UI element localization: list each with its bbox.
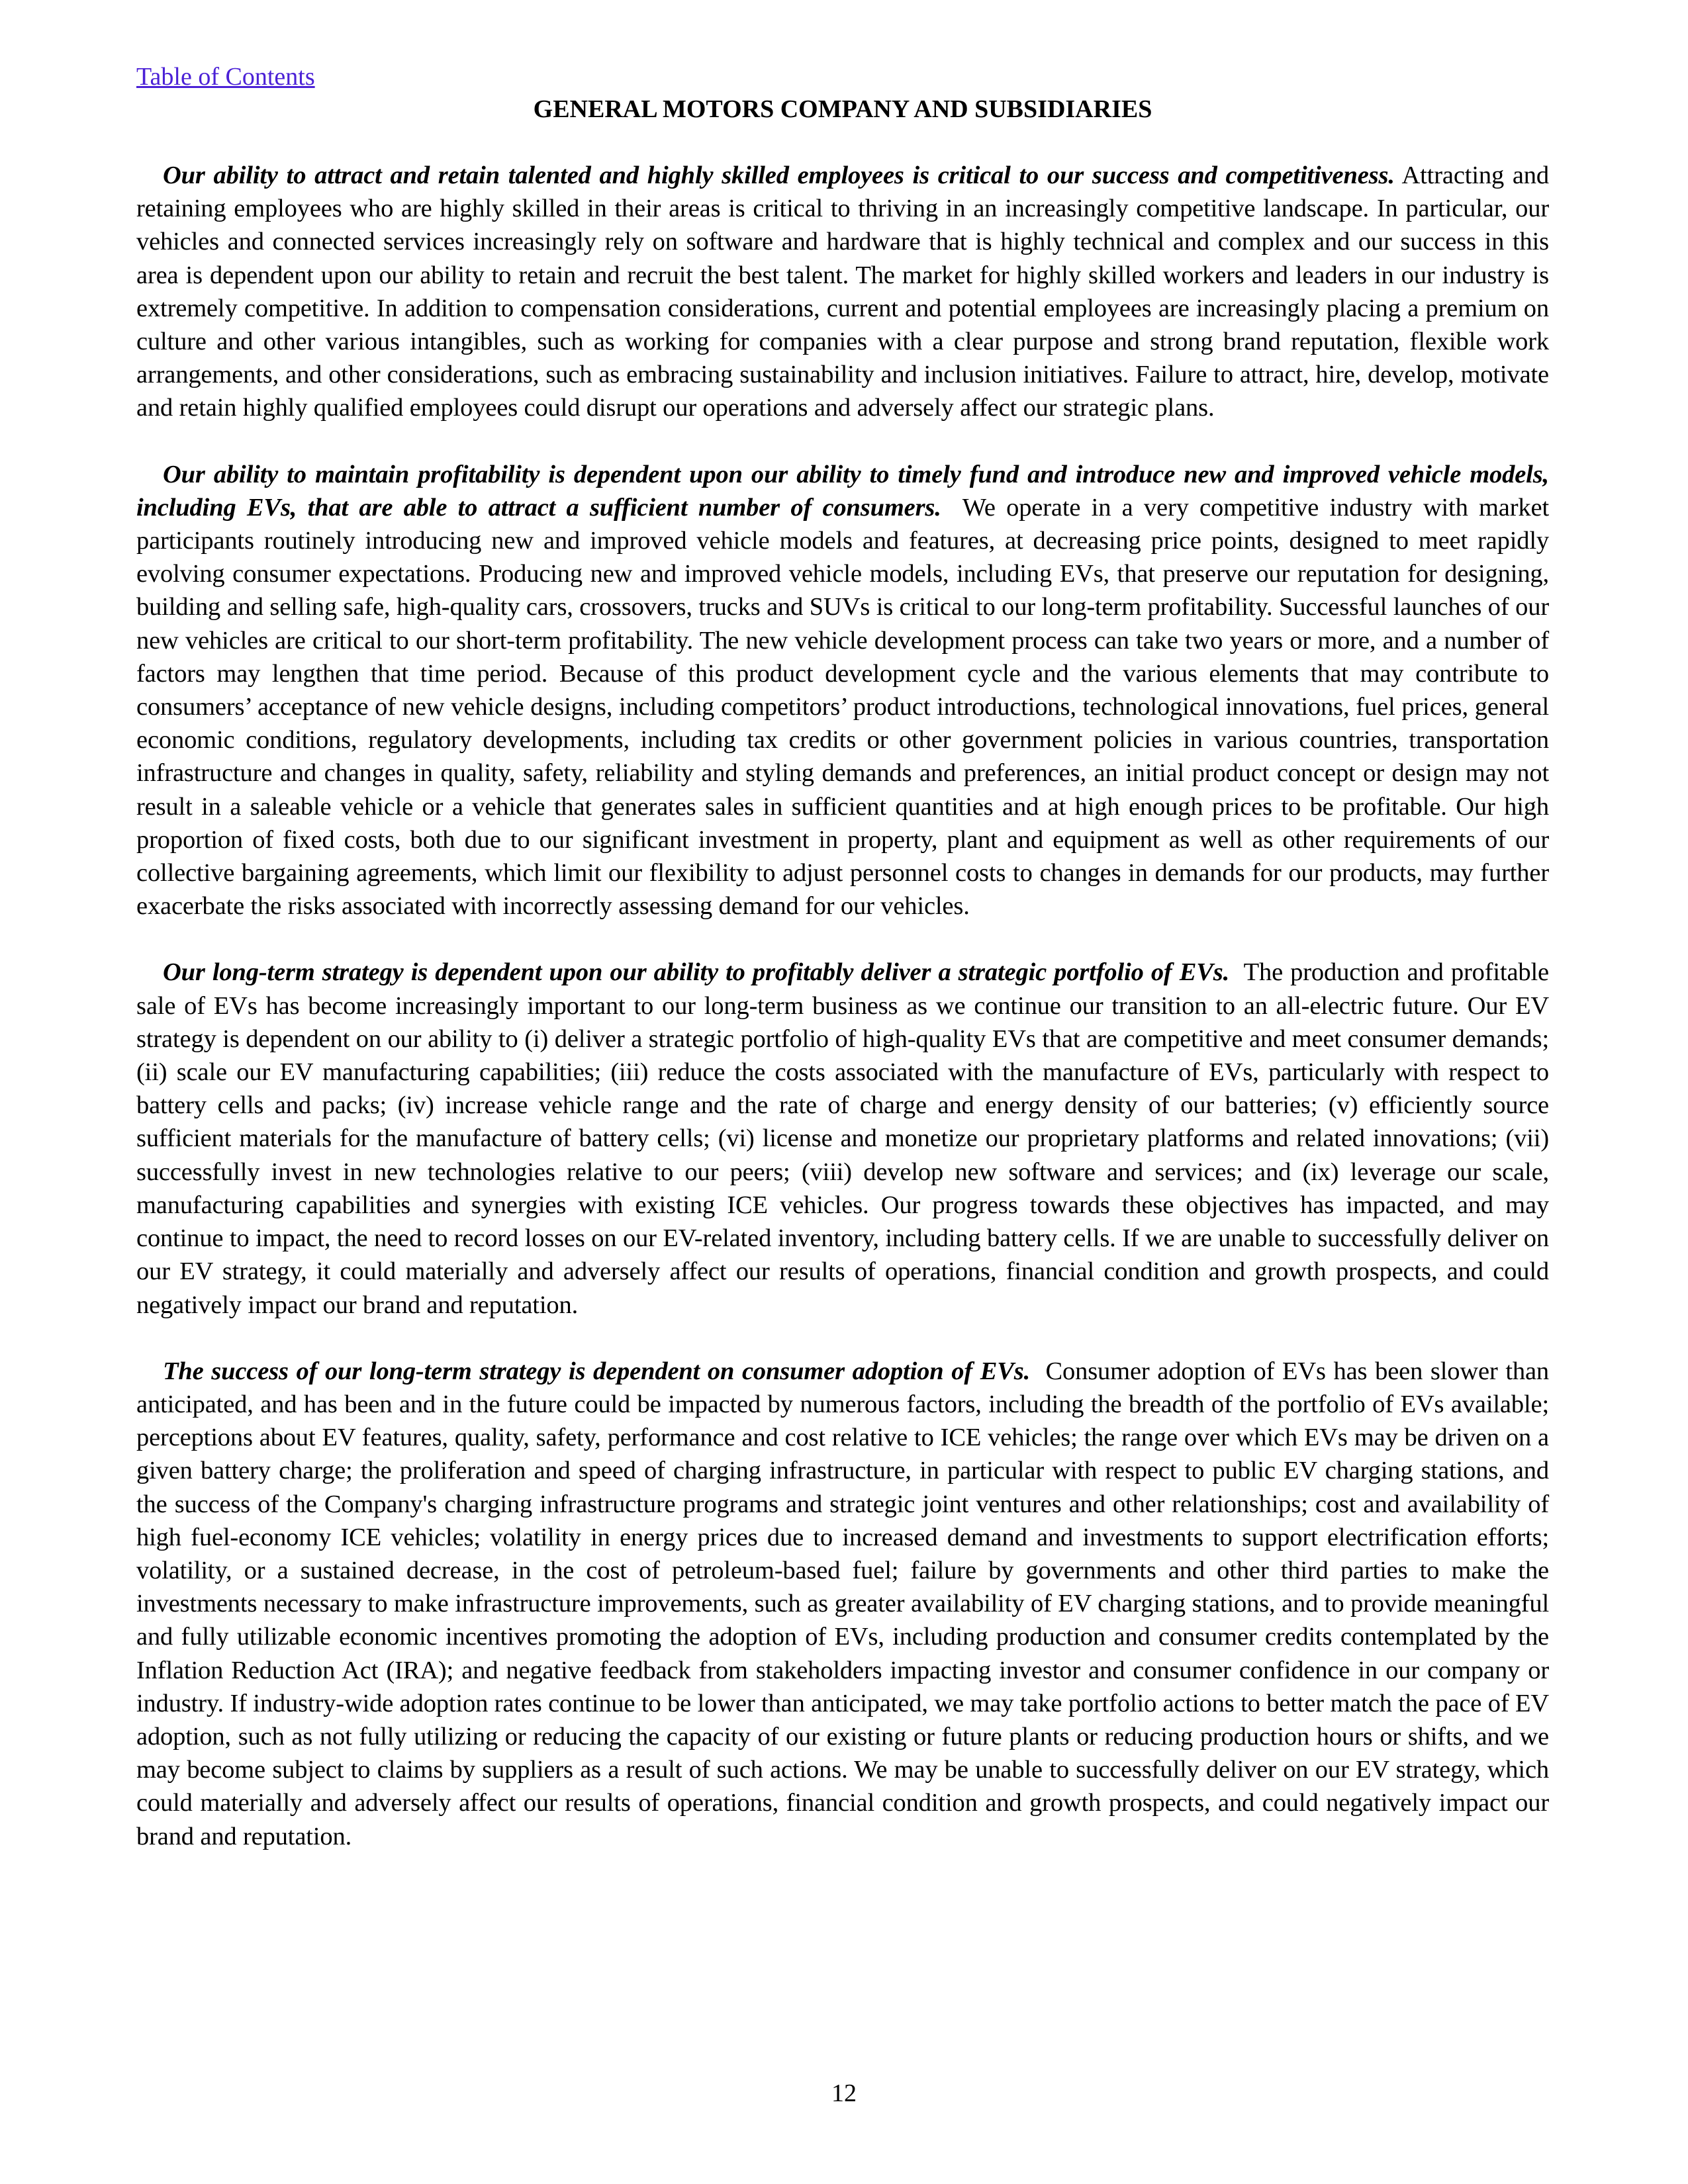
risk-factor-paragraph-ev-adoption xyxy=(136,1355,1549,1853)
company-header: GENERAL MOTORS COMPANY AND SUBSIDIARIES xyxy=(533,95,1152,123)
risk-factor-paragraph-ev-portfolio xyxy=(136,956,1549,1321)
risk-factor-body: Attracting and retaining employees who are highly skilled in their areas is critical to thriving in an increasingly competitive landscape. In particular, our vehicles and connected services increasingly rely on software and hardware that is highly technical and complex and our success in this area is dependent upon our ability to retain and recruit the best talent. The market for highly skilled workers and leaders in our industry is extremely competitive. In addition to compensation considerations, current and potential employees are increasingly placing a premium on culture and other various intangibles, such as working for companies with a clear purpose and strong brand reputation, flexible work arrangements, and other considerations, such as embracing sustainability and inclusion initiatives. Failure to attract, hire, develop, motivate and retain highly qualified employees could disrupt our operations and adversely affect our strategic plans. xyxy=(136,161,1549,422)
risk-factor-body: The production and profitable sale of EVs has become increasingly important to our long-term business as we continue our transition to an all-electric future. Our EV strategy is dependent on our ability to (i) deliver a strategic portfolio of high-quality EVs that are competitive and meet consumer demands; (ii) scale our EV manufacturing capabilities; (iii) reduce the costs associated with the manufacture of EVs, particularly with respect to battery cells and packs; (iv) increase vehicle range and the rate of charge and energy density of our batteries; (v) efficiently source sufficient materials for the manufacture of battery cells; (vi) license and monetize our proprietary platforms and related innovations; (vii) successfully invest in new technologies relative to our peers; (viii) develop new software and services; and (ix) leverage our scale, manufacturing capabilities and synergies with existing ICE vehicles. Our progress towards these objectives has impacted, and may continue to impact, the need to record losses on our EV-related inventory, including battery cells. If we are unable to successfully deliver on our EV strategy, it could materially and adversely affect our results of operations, financial condition and growth prospects, and could negatively impact our brand and reputation. xyxy=(136,958,1549,1319)
table-of-contents-link[interactable]: Table of Contents xyxy=(136,63,315,91)
page-number: 12 xyxy=(831,2079,857,2107)
risk-factor-heading: Our ability to maintain profitability is dependent upon our ability to timely fund and introduce new and improved vehicle models, including EVs, that are able to attract a sufficient number of consumers. xyxy=(136,460,1549,522)
risk-factor-body: We operate in a very competitive industry with market participants routinely introducing new and improved vehicle models and features, at decreasing price points, designed to meet rapidly evolving consumer expectations. Producing new and improved vehicle models, including EVs, that preserve our reputation for designing, building and selling safe, high-quality cars, crossovers, trucks and SUVs is critical to our long-term profitability. Successful launches of our new vehicles are critical to our short-term profitability. The new vehicle development process can take two years or more, and a number of factors may lengthen that time period. Because of this product development cycle and the various elements that may contribute to consumers’ acceptance of new vehicle designs, including competitors’ product introductions, technological innovations, fuel prices, general economic conditions, regulatory developments, including tax credits or other government policies in various countries, transportation infrastructure and changes in quality, safety, reliability and styling demands and preferences, an initial product concept or design may not result in a saleable vehicle or a vehicle that generates sales in sufficient quantities and at high enough prices to be profitable. Our high proportion of fixed costs, both due to our significant investment in property, plant and equipment as well as other requirements of our collective bargaining agreements, which limit our flexibility to adjust personnel costs to changes in demands for our products, may further exacerbate the risks associated with incorrectly assessing demand for our vehicles. xyxy=(136,493,1549,921)
risk-factor-paragraph-profitability xyxy=(136,458,1549,923)
risk-factor-body: Consumer adoption of EVs has been slower than anticipated, and has been and in the future could be impacted by numerous factors, including the breadth of the portfolio of EVs available; perceptions about EV features, quality, safety, performance and cost relative to ICE vehicles; the range over which EVs may be driven on a given battery charge; the proliferation and speed of charging infrastructure, in particular with respect to public EV charging stations, and the success of the Company's charging infrastructure programs and strategic joint ventures and other relationships; cost and availability of high fuel-economy ICE vehicles; volatility in energy prices due to increased demand and investments to support electrification efforts; volatility, or a sustained decrease, in the cost of petroleum-based fuel; failure by governments and other third parties to make the investments necessary to make infrastructure improvements, such as greater availability of EV charging stations, and to provide meaningful and fully utilizable economic incentives promoting the adoption of EVs, including production and consumer credits contemplated by the Inflation Reduction Act (IRA); and negative feedback from stakeholders impacting investor and consumer confidence in our company or industry. If industry-wide adoption rates continue to be lower than anticipated, we may take portfolio actions to better match the pace of EV adoption, such as not fully utilizing or reducing the capacity of our existing or future plants or reducing production hours or shifts, and we may become subject to claims by suppliers as a result of such actions. We may be unable to successfully deliver on our EV strategy, which could materially and adversely affect our results of operations, financial condition and growth prospects, and could negatively impact our brand and reputation. xyxy=(136,1357,1550,1850)
document-page xyxy=(136,60,1549,1886)
risk-factor-paragraph-talent xyxy=(136,159,1549,425)
risk-factor-heading: Our long-term strategy is dependent upon our ability to profitably deliver a strategic portfolio of EVs. xyxy=(163,958,1230,987)
risk-factor-heading: The success of our long-term strategy is dependent on consumer adoption of EVs. xyxy=(163,1357,1031,1385)
risk-factor-heading: Our ability to attract and retain talented and highly skilled employees is critical to our success and competitiveness. xyxy=(163,161,1395,189)
